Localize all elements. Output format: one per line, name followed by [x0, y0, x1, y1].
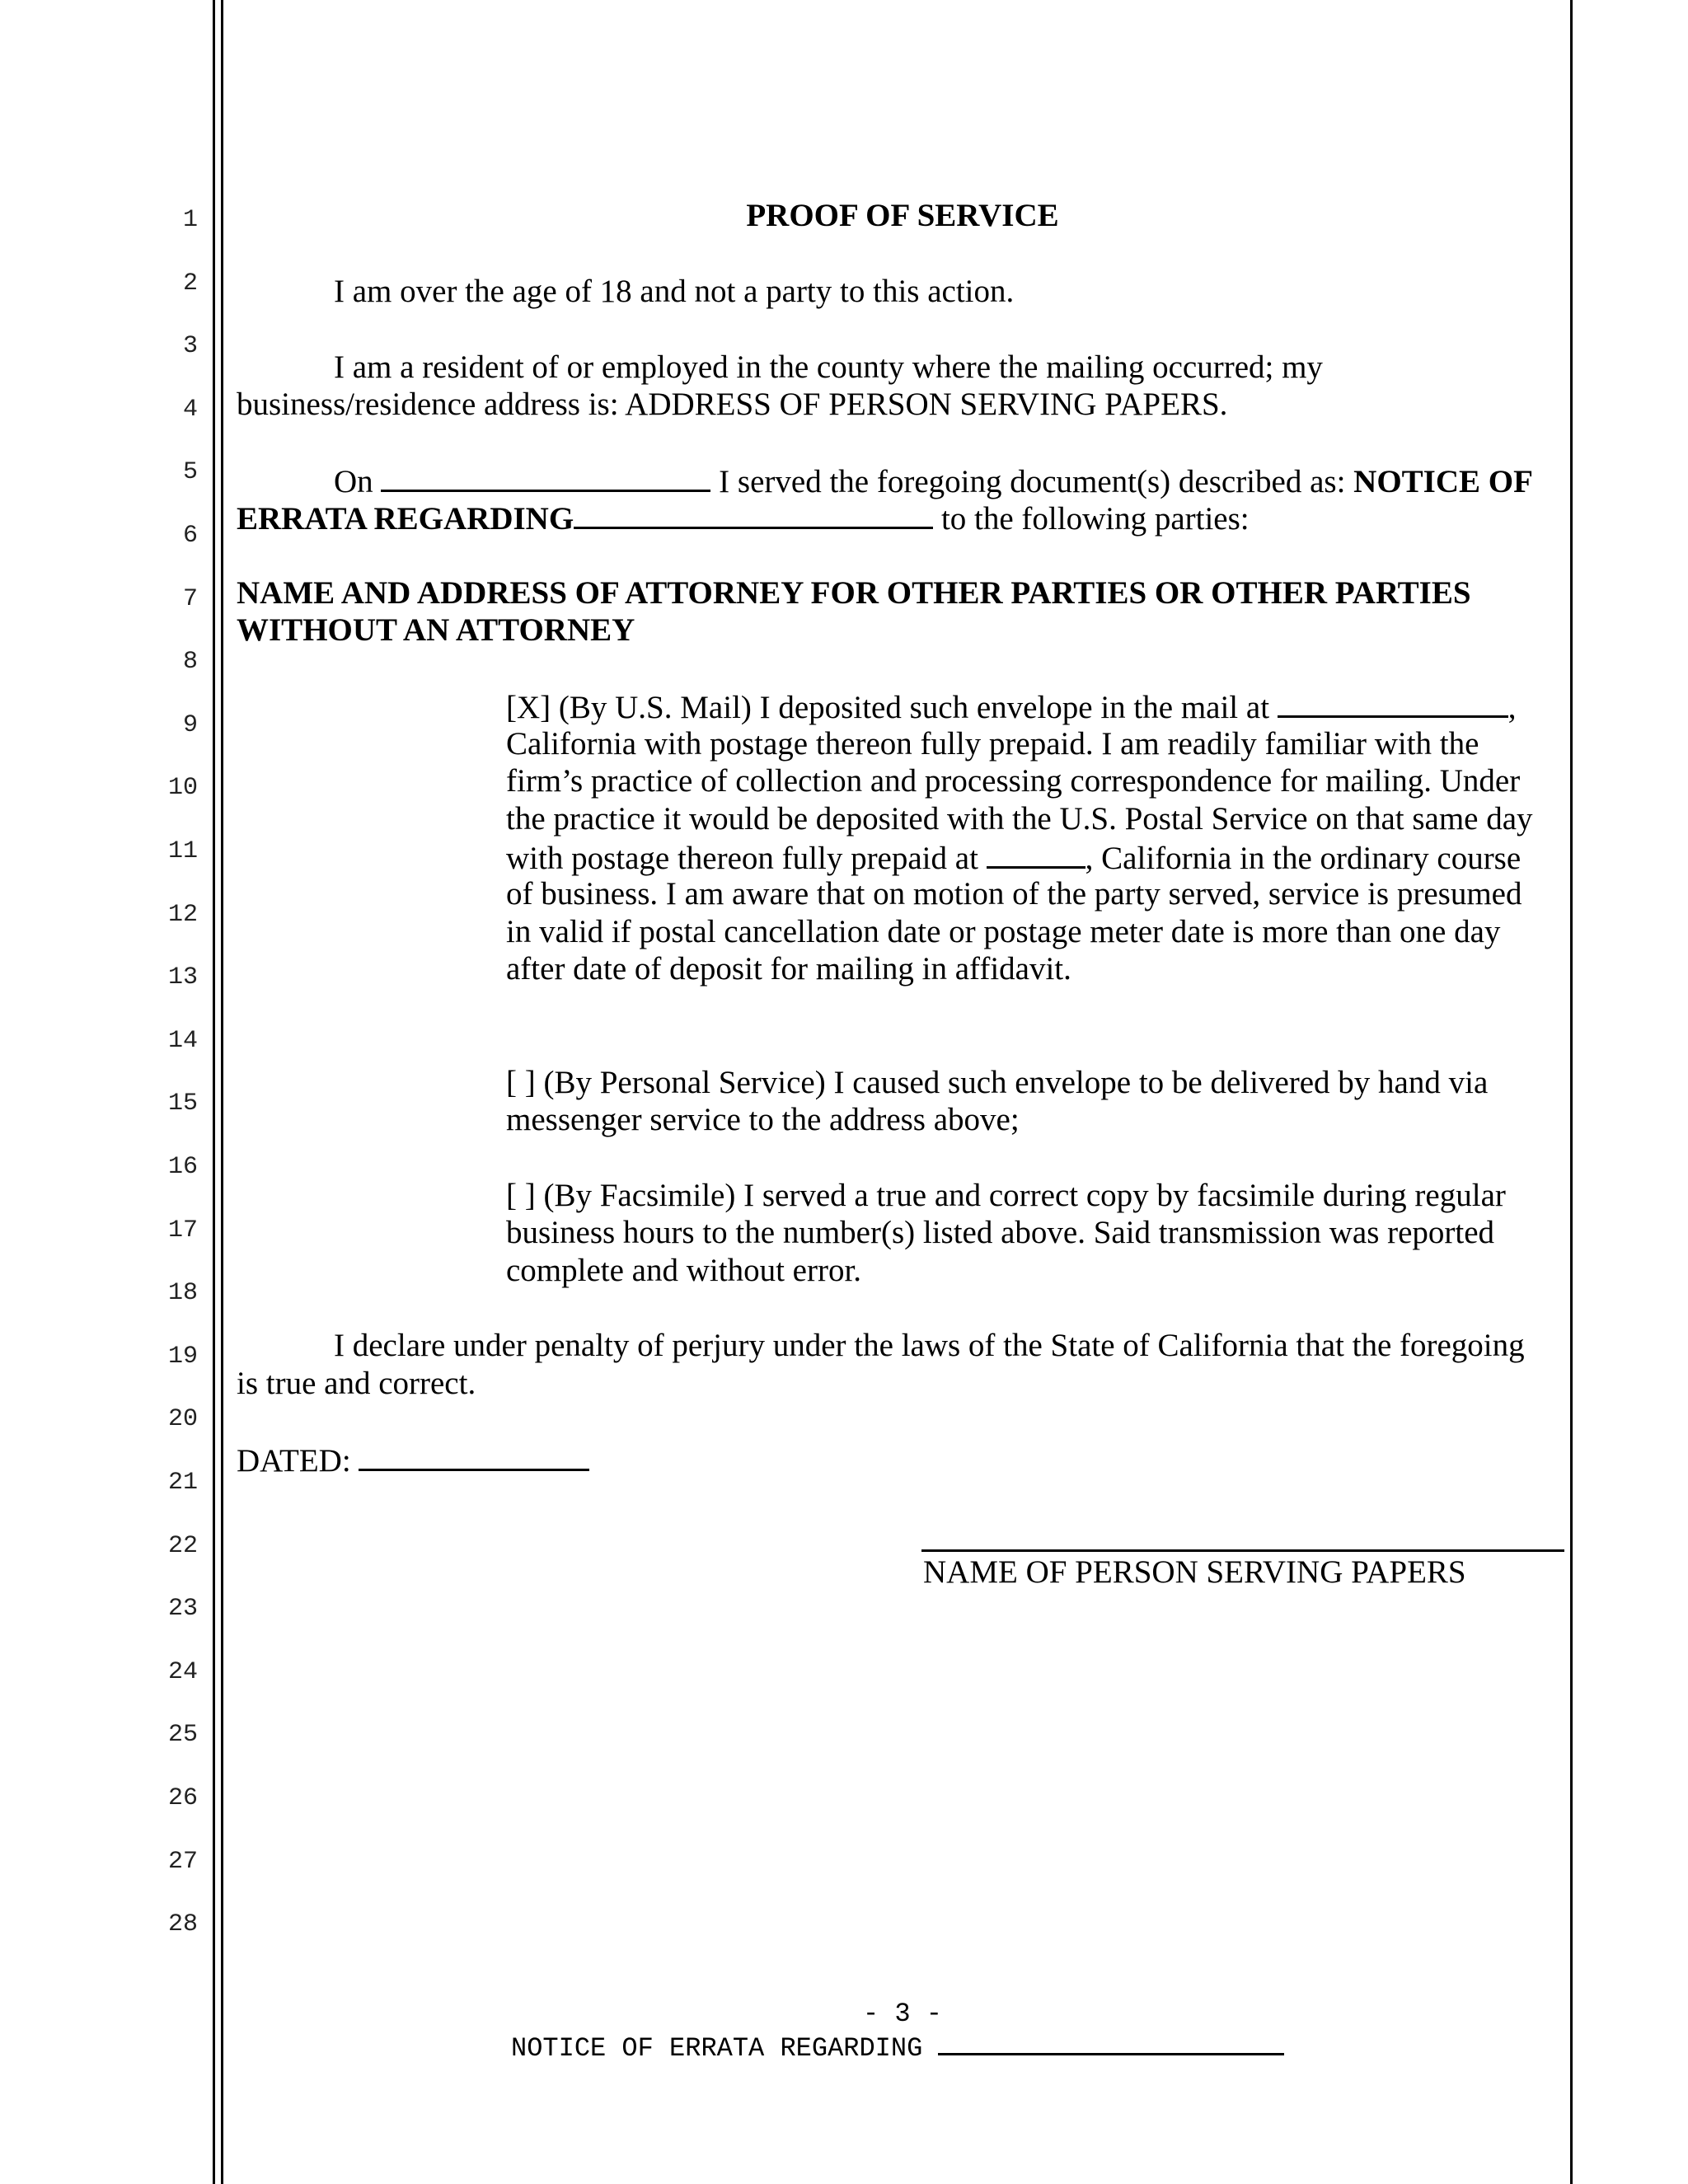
line-number: 18	[167, 1279, 198, 1308]
fax-line-3: complete and without error.	[506, 1253, 862, 1288]
signature-line	[921, 1549, 1564, 1552]
line-number: 15	[167, 1090, 198, 1118]
dated-label: DATED:	[237, 1443, 351, 1479]
line-number: 19	[167, 1342, 198, 1371]
mail-line-5	[506, 838, 1521, 878]
mail-city-blank	[1278, 687, 1508, 718]
line-number: 12	[167, 900, 198, 929]
line-number: 21	[167, 1469, 198, 1497]
line-number: 8	[182, 648, 198, 677]
mail-line-7: in valid if postal cancellation date or postage meter date is more than one day	[506, 914, 1501, 949]
line-number: 10	[167, 774, 198, 803]
parties-heading-line-1: NAME AND ADDRESS OF ATTORNEY FOR OTHER PARTIES OR OTHER PARTIES	[237, 575, 1471, 611]
footer-page-number: - 3 -	[862, 1999, 942, 2029]
line-number: 23	[167, 1595, 198, 1624]
line-number: 16	[167, 1153, 198, 1181]
footer-document-title	[511, 2030, 1284, 2064]
line-number: 1	[182, 206, 198, 234]
following-parties-text: to the following parties:	[940, 501, 1250, 537]
line-number: 20	[167, 1405, 198, 1434]
line-number: 25	[167, 1721, 198, 1750]
mail-line-4: the practice it would be deposited with the U.S. Postal Service on that same day	[506, 801, 1533, 837]
dated-line	[237, 1441, 589, 1480]
mail-line-8: after date of deposit for mailing in affidavit.	[506, 951, 1071, 987]
line-number: 24	[167, 1657, 198, 1686]
declaration-line-1: I declare under penalty of perjury under the laws of the State of California that the foregoing	[334, 1328, 1525, 1363]
line-number: 3	[182, 332, 198, 361]
personal-line-2: messenger service to the address above;	[506, 1102, 1020, 1137]
line-number: 2	[182, 269, 198, 298]
paragraph-resident-line-2: business/residence address is: ADDRESS OF PERSON SERVING PAPERS.	[237, 387, 1228, 422]
mail-line-2: California with postage thereon fully prepaid. I am readily familiar with the	[506, 726, 1479, 762]
fax-line-2: business hours to the number(s) listed above. Said transmission was reported	[506, 1215, 1495, 1250]
mail-line-1-comma: ,	[1507, 690, 1517, 725]
personal-line-1: [ ] (By Personal Service) I caused such envelope to be delivered by hand via	[506, 1065, 1489, 1100]
mail-line-5-suffix: , California in the ordinary course	[1085, 841, 1522, 876]
line-number: 13	[167, 963, 198, 992]
line-number: 14	[167, 1026, 198, 1055]
document-title-bold-2: ERRATA REGARDING	[237, 501, 574, 537]
parties-heading-line-2: WITHOUT AN ATTORNEY	[237, 612, 635, 648]
service-on-label: On	[334, 464, 373, 499]
paragraph-service-line-1	[334, 462, 1533, 501]
mail-line-5-text: with postage thereon fully prepaid at	[506, 841, 978, 876]
service-date-blank	[381, 462, 710, 492]
line-number: 28	[167, 1910, 198, 1939]
footer-title-blank	[938, 2030, 1284, 2055]
line-number: 22	[167, 1531, 198, 1560]
mail-line-6: of business. I am aware that on motion of the party served, service is presumed	[506, 876, 1522, 912]
line-number: 4	[182, 395, 198, 424]
fax-line-1: [ ] (By Facsimile) I served a true and correct copy by facsimile during regular	[506, 1178, 1506, 1213]
page-title: PROOF OF SERVICE	[746, 198, 1059, 233]
mail-prepaid-city-blank	[987, 838, 1085, 869]
paragraph-resident-line-1: I am a resident of or employed in the county where the mailing occurred; my	[334, 349, 1323, 385]
document-title-bold-1: NOTICE OF	[1353, 464, 1533, 499]
paragraph-service-line-2	[237, 499, 1250, 538]
mail-line-1	[506, 687, 1517, 727]
errata-subject-blank	[574, 499, 933, 529]
line-number: 6	[182, 522, 198, 550]
line-number: 26	[167, 1784, 198, 1812]
signature-label: NAME OF PERSON SERVING PAPERS	[923, 1554, 1466, 1590]
line-number: 9	[182, 710, 198, 739]
line-number: 11	[167, 837, 198, 865]
paragraph-age: I am over the age of 18 and not a party to this action.	[334, 274, 1015, 309]
line-number: 17	[167, 1216, 198, 1244]
left-margin-rule-inner	[221, 0, 223, 2184]
mail-line-3: firm’s practice of collection and processing correspondence for mailing. Under	[506, 763, 1521, 799]
service-description-text: I served the foregoing document(s) described as:	[719, 464, 1346, 499]
left-margin-rule-outer	[213, 0, 215, 2184]
line-number: 7	[182, 584, 198, 613]
declaration-line-2: is true and correct.	[237, 1366, 476, 1401]
dated-blank	[359, 1441, 589, 1471]
footer-title-text: NOTICE OF ERRATA REGARDING	[511, 2033, 923, 2064]
line-number: 5	[182, 458, 198, 487]
mail-line-1-text: [X] (By U.S. Mail) I deposited such envelope in the mail at	[506, 690, 1270, 725]
line-number: 27	[167, 1847, 198, 1876]
right-margin-rule	[1570, 0, 1573, 2184]
